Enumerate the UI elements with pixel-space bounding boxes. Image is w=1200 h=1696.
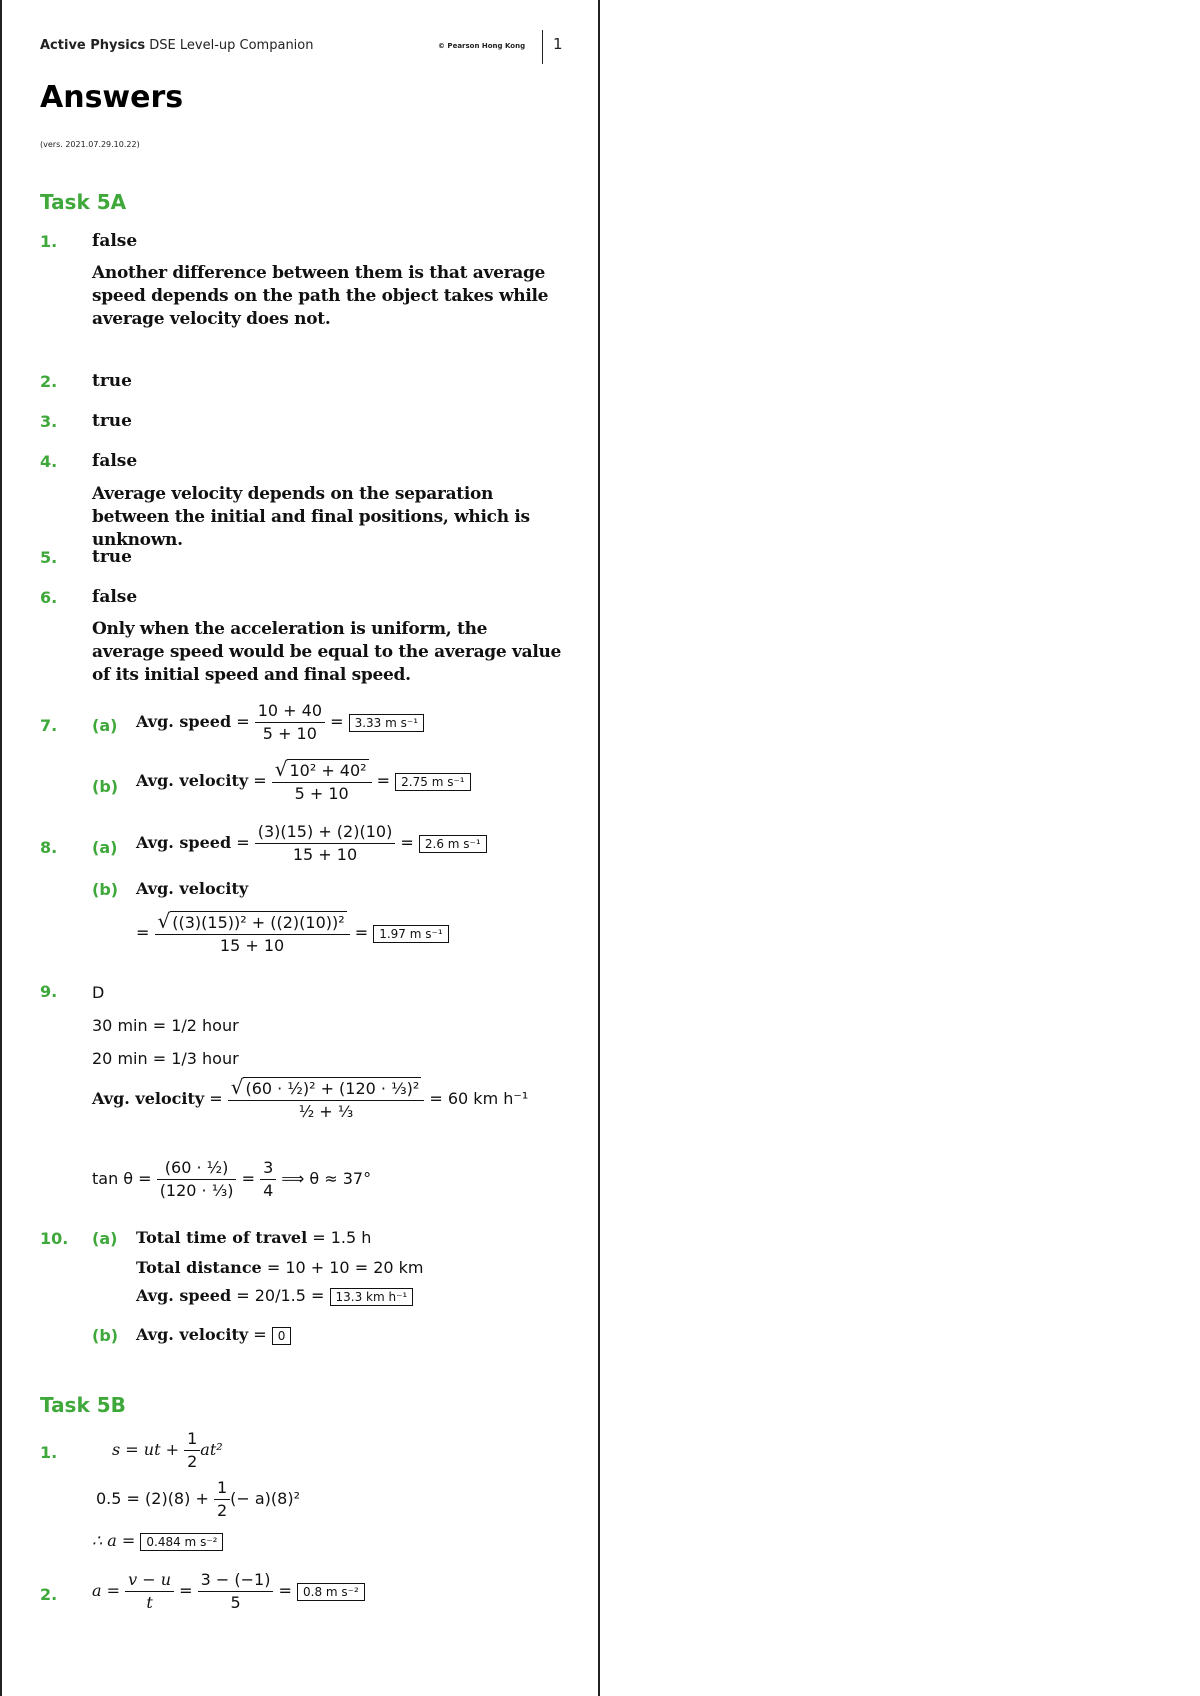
part-label: (b) [92, 1326, 119, 1345]
equation-label: Avg. velocity [136, 879, 249, 898]
fraction-denominator: (120 · ⅓) [159, 1181, 234, 1200]
boxed-answer: 2.6 m s⁻¹ [419, 835, 487, 853]
question-answer: true [92, 547, 132, 567]
sqrt-symbol: √ [274, 757, 288, 781]
question-number: 6. [40, 588, 58, 607]
q10a-line [136, 1258, 423, 1277]
question-number: 9. [40, 982, 58, 1001]
fraction-denominator: 5 + 10 [262, 724, 317, 743]
question-explanation: Another difference between them is that average speed depends on the path the object takes while average velocity does not. [92, 263, 549, 329]
question-number: 2. [40, 1585, 58, 1604]
blank-area [600, 0, 1200, 1696]
fraction-denominator: 15 + 10 [219, 936, 285, 955]
q10b-equation: Avg. velocity = 0 [136, 1325, 291, 1345]
fraction-denominator: 5 + 10 [294, 784, 349, 803]
part-label: (a) [92, 716, 118, 735]
fraction-numerator: 10 + 40 [255, 700, 325, 723]
equation-result: = 60 km h⁻¹ [429, 1089, 529, 1108]
equation-rhs: at² [200, 1440, 223, 1459]
copyright-text: © Pearson Hong Kong [438, 42, 526, 50]
equation-label: Avg. speed [136, 1286, 232, 1305]
part-label: (a) [92, 1229, 118, 1248]
fraction-numerator [228, 1076, 425, 1101]
equation-value: = 10 + 10 = 20 km [261, 1258, 424, 1277]
boxed-answer: 13.3 km h⁻¹ [330, 1288, 414, 1306]
fraction-denominator: t [146, 1593, 153, 1612]
fraction [255, 821, 396, 866]
fraction [155, 910, 350, 957]
fraction [255, 700, 325, 745]
book-title-rest: DSE Level-up Companion [145, 38, 314, 53]
equation-label: Avg. speed [136, 712, 232, 731]
sqrt-content: ((3)(15))² + ((2)(10))² [172, 913, 345, 932]
fraction [260, 1157, 276, 1202]
sqrt-content: (60 · ½)² + (120 · ⅓)² [245, 1079, 420, 1098]
fraction-numerator: v − u [125, 1569, 174, 1592]
q8b-equation: = $\frac{\text{√ ((3)(15))² + ((2)(10))²}}{15 + 10}$ = 1.97 m s⁻¹ [136, 910, 449, 957]
fraction-denominator: 15 + 10 [292, 845, 358, 864]
question-number: 10. [40, 1229, 69, 1248]
fraction-numerator: (60 · ½) [157, 1157, 237, 1180]
task-5a-heading: Task 5A [40, 190, 127, 214]
question-answer: false [92, 451, 138, 471]
equation-label: Total time of travel [136, 1228, 308, 1247]
fraction-numerator: (3)(15) + (2)(10) [255, 821, 396, 844]
book-title-bold: Active Physics [40, 38, 146, 53]
sqrt-symbol: √ [230, 1075, 244, 1099]
question-answer: true [92, 371, 132, 391]
working-line: 20 min = 1/3 hour [92, 1049, 239, 1068]
equation-lhs: s = ut + [112, 1440, 185, 1459]
equation-value: = 20/1.5 = [231, 1286, 330, 1305]
equation-label: Avg. velocity [92, 1089, 205, 1108]
boxed-answer: 2.75 m s⁻¹ [395, 773, 470, 791]
boxed-answer: 1.97 m s⁻¹ [373, 925, 448, 943]
fraction-numerator: 1 [184, 1428, 200, 1451]
part-label: (a) [92, 838, 118, 857]
boxed-answer: 0.484 m s⁻² [140, 1533, 223, 1551]
part-label: (b) [92, 777, 119, 796]
equation-lhs: a = [92, 1581, 126, 1600]
fraction [228, 1076, 425, 1123]
equation-label: Total distance [136, 1258, 262, 1277]
q1-equation-3 [92, 1531, 223, 1551]
boxed-answer: 3.33 m s⁻¹ [349, 714, 424, 732]
header-divider [542, 30, 543, 64]
question-explanation: Average velocity depends on the separation between the initial and final positions, which is unknown. [92, 484, 530, 550]
q10a-line [136, 1286, 413, 1306]
fraction-denominator: 5 [230, 1593, 241, 1612]
question-answer: false [92, 231, 138, 251]
q1-equation-1 [112, 1428, 223, 1473]
question-number: 8. [40, 838, 58, 857]
fraction-numerator: 3 [260, 1157, 276, 1180]
boxed-answer: 0.8 m s⁻² [297, 1583, 365, 1601]
equation-lhs: ∴ a = [92, 1531, 141, 1550]
boxed-answer: 0 [272, 1327, 292, 1345]
equation-result: ⟹ θ ≈ 37° [281, 1169, 372, 1188]
fraction [157, 1157, 237, 1202]
page-number: 1 [553, 35, 563, 53]
working-line: 30 min = 1/2 hour [92, 1016, 239, 1035]
question-answer: false [92, 587, 138, 607]
question-number: 3. [40, 412, 58, 431]
q2-equation: a = $\frac{v - u}{t}$ = $\frac{3 - (-1)}{5}$ = 0.8 m s⁻² [92, 1569, 365, 1614]
equation-label: Avg. speed [136, 833, 232, 852]
equation-lhs: 0.5 = (2)(8) + [96, 1489, 214, 1508]
q8b-label [136, 879, 248, 898]
q7b-equation: Avg. velocity = $\frac{\text{√ 10² + 40²}}{5 + 10}$ = 2.75 m s⁻¹ [136, 758, 471, 805]
question-number: 1. [40, 232, 58, 251]
fraction-numerator [155, 910, 350, 935]
fraction-numerator: 3 − (−1) [198, 1569, 274, 1592]
q8a-equation: Avg. speed = $\frac{(3)(15) + (2)(10)}{15 + 10}$ = 2.6 m s⁻¹ [136, 821, 487, 866]
fraction [272, 758, 372, 805]
question-answer: true [92, 411, 132, 431]
equation-label: Avg. velocity [136, 771, 249, 790]
fraction [125, 1569, 174, 1614]
fraction [184, 1428, 200, 1473]
equation-label: Avg. velocity [136, 1325, 249, 1344]
equation-label: tan θ = [92, 1169, 152, 1188]
fraction-numerator [272, 758, 372, 783]
page-title: Answers [40, 80, 184, 115]
sqrt-symbol: √ [157, 909, 171, 933]
fraction-denominator: 2 [216, 1501, 228, 1520]
task-5b-heading: Task 5B [40, 1393, 126, 1417]
version-text: (vers. 2021.07.29.10.22) [40, 140, 140, 149]
answer-page [2, 0, 598, 1696]
fraction-numerator: 1 [214, 1477, 230, 1500]
q1-equation-2 [96, 1477, 300, 1522]
question-answer: D [92, 983, 105, 1002]
part-label: (b) [92, 880, 119, 899]
q9-tan-equation: tan θ = $\frac{\text{(60 · ½)}}{\text{(120 · ⅓)}}$ = $\frac{3}{4}$ ⟹ θ ≈ 37° [92, 1158, 372, 1200]
sqrt-content: 10² + 40² [289, 761, 367, 780]
equation-rhs: (− a)(8)² [230, 1489, 300, 1508]
question-number: 2. [40, 372, 58, 391]
question-number: 7. [40, 716, 58, 735]
fraction-denominator: 2 [187, 1452, 198, 1471]
question-explanation: Only when the acceleration is uniform, the average speed would be equal to the average value of its initial speed and final speed. [92, 619, 562, 685]
fraction-denominator: 4 [263, 1181, 274, 1200]
fraction [198, 1569, 274, 1614]
question-number: 5. [40, 548, 58, 567]
fraction-denominator: ½ + ⅓ [298, 1102, 354, 1121]
q9-velocity-equation: Avg. velocity = $\frac{\text{√ (60 · ½)² + (120 · ⅓)²}}{\text{½ + ⅓}}$ = 60 km h⁻¹ [92, 1075, 529, 1121]
q10a-line [136, 1228, 371, 1247]
question-number: 4. [40, 452, 58, 471]
equation-value: = 1.5 h [307, 1228, 372, 1247]
book-title [40, 38, 313, 53]
q7a-equation: Avg. speed = $\frac{10 + 40}{5 + 10}$ = 3.33 m s⁻¹ [136, 700, 424, 745]
question-number: 1. [40, 1443, 58, 1462]
fraction [214, 1477, 230, 1522]
